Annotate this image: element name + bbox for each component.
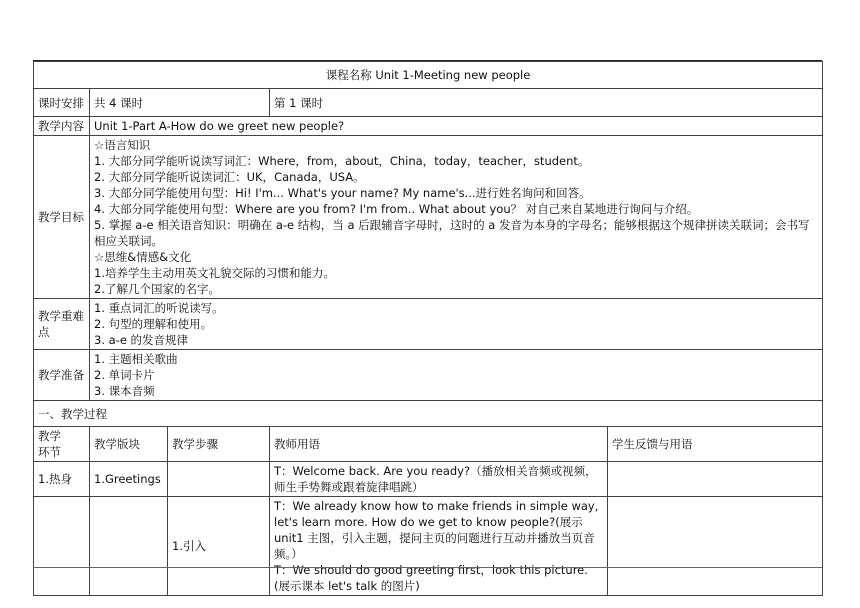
- objective-line: 1.培养学生主动用英文礼貌交际的习惯和能力。: [94, 266, 335, 280]
- header-stage: [34, 427, 90, 462]
- schedule-current: 第 1 课时: [270, 89, 823, 117]
- key-points-label: 教学重难点: [34, 299, 90, 350]
- row-board: [90, 497, 168, 596]
- objective-line: 4. 大部分同学能使用句型：Where are you from? I'm from.. What about you？ 对自己来自某地进行询问与介绍。: [94, 202, 699, 216]
- preparation-line: 1. 主题相关歌曲: [94, 352, 178, 366]
- key-point-line: 1. 重点词汇的听说读写。: [94, 301, 224, 315]
- process-row: [34, 497, 823, 596]
- row-feedback: [608, 462, 823, 497]
- objective-line: 3. 大部分同学能使用句型：Hi! I'm... What's your name? My name's...进行姓名询问和回答。: [94, 186, 591, 200]
- content-value: Unit 1-Part A-How do we greet new people?: [90, 117, 823, 136]
- key-point-line: 2. 句型的理解和使用。: [94, 317, 213, 331]
- bottom-rule: [33, 567, 822, 568]
- row-feedback: [608, 497, 823, 596]
- header-board: 教学版块: [90, 427, 168, 462]
- row-teacher-talk: T：Welcome back. Are you ready?（播放相关音频或视频，师生手势舞或跟着旋律唱跳）: [270, 462, 608, 497]
- key-point-line: 3. a-e 的发音规律: [94, 333, 189, 347]
- objectives-cell: [90, 136, 823, 299]
- preparation-label: 教学准备: [34, 350, 90, 401]
- row-step: [168, 462, 270, 497]
- objective-line: 2. 大部分同学能听说读词汇：UK，Canada，USA。: [94, 170, 365, 184]
- lesson-plan-table: [33, 61, 823, 596]
- header-stage-line2: 环节: [38, 445, 61, 459]
- process-row: [34, 462, 823, 497]
- content-label: 教学内容: [34, 117, 90, 136]
- objective-line: ☆语言知识: [94, 138, 151, 152]
- row-teacher-talk-cell: [270, 497, 608, 596]
- process-heading: 一、教学过程: [34, 401, 823, 427]
- row-board: 1.Greetings: [90, 462, 168, 497]
- row-teacher-talk-2: T：We should do good greeting first，look this picture.(展示课本 let's talk 的图片): [274, 563, 588, 593]
- schedule-row: [34, 89, 823, 117]
- objectives-label: 教学目标: [34, 136, 90, 299]
- row-step: 1.引入: [168, 497, 270, 596]
- preparation-row: [34, 350, 823, 401]
- preparation-cell: [90, 350, 823, 401]
- objective-line: 2.了解几个国家的名字。: [94, 282, 220, 296]
- process-heading-row: [34, 401, 823, 427]
- row-teacher-talk: T：We already know how to make friends in simple way, let's learn more. How do we get to know people?(展示 unit1 主图，引入主题，提问主页的问题进行互动并播放当页音频。）: [274, 499, 599, 561]
- course-title: 课程名称 Unit 1-Meeting new people: [34, 62, 823, 89]
- key-points-row: [34, 299, 823, 350]
- objective-line: 5. 掌握 a-e 相关语音知识：明确在 a-e 结构，当 a 后跟辅音字母时，这时的 a 发音为本身的字母名；能够根据这个规律拼读关联词；会书写相应关联词。: [94, 218, 810, 248]
- row-stage: 1.热身: [34, 462, 90, 497]
- schedule-total: 共 4 课时: [90, 89, 270, 117]
- content-row: [34, 117, 823, 136]
- preparation-line: 3. 课本音频: [94, 384, 155, 398]
- key-points-cell: [90, 299, 823, 350]
- header-feedback: 学生反馈与用语: [608, 427, 823, 462]
- header-teacher-talk: 教师用语: [270, 427, 608, 462]
- schedule-label: 课时安排: [34, 89, 90, 117]
- header-steps: 教学步骤: [168, 427, 270, 462]
- objective-line: 1. 大部分同学能听说读写词汇：Where，from，about，China，today，teacher，student。: [94, 154, 590, 168]
- objective-line: ☆思维&情感&文化: [94, 250, 192, 264]
- header-stage-line1: 教学: [38, 429, 61, 443]
- row-stage: [34, 497, 90, 596]
- title-row: [34, 62, 823, 89]
- process-header-row: [34, 427, 823, 462]
- objectives-row: [34, 136, 823, 299]
- preparation-line: 2. 单词卡片: [94, 368, 155, 382]
